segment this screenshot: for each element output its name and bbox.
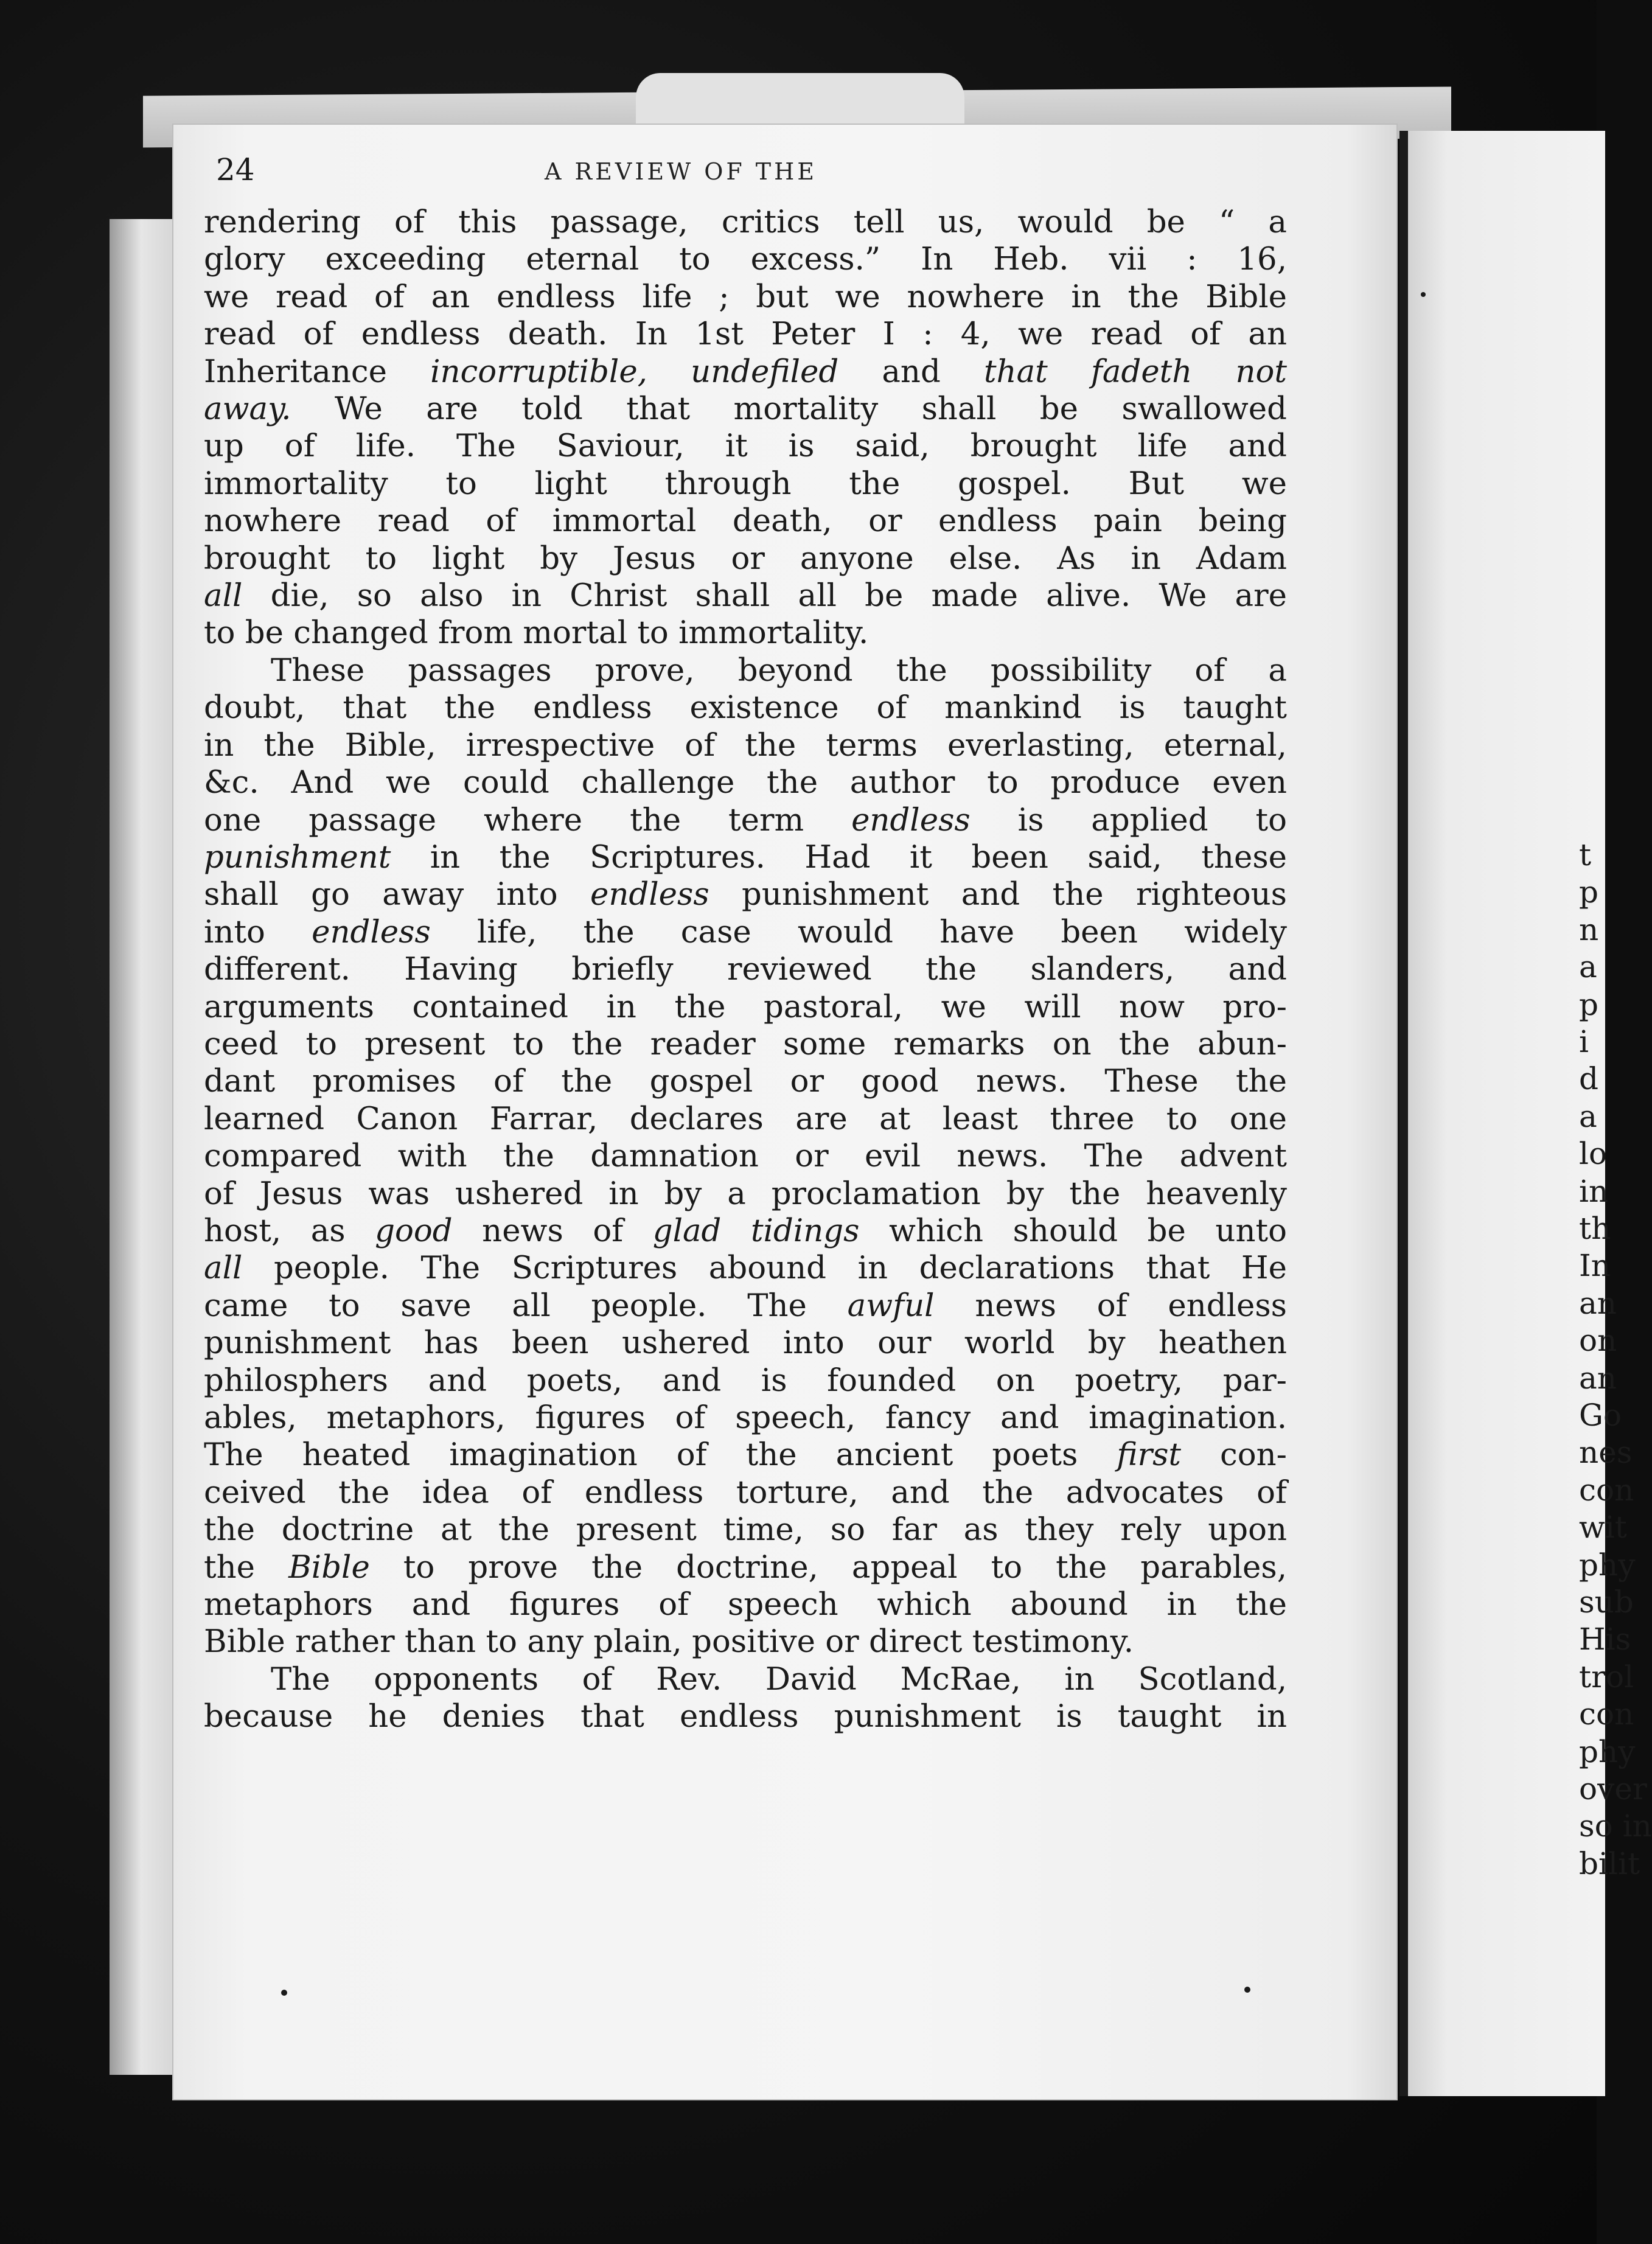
text-line <box>204 1474 1287 1511</box>
text-line <box>204 876 1287 913</box>
text-run: up of life. The Saviour, it is said, brought life and <box>204 428 1287 465</box>
text-line <box>204 465 1287 503</box>
facing-page-fragment: an <box>1579 1285 1617 1321</box>
text-run: people. The Scriptures abound in declarations that He <box>242 1250 1287 1287</box>
text-run: is applied to <box>970 801 1287 838</box>
text-run: philosphers and poets, and is founded on poetry, par- <box>204 1362 1287 1399</box>
italic-run: that fadeth not <box>983 353 1287 390</box>
text-run: to be changed from mortal to immortality. <box>204 615 869 652</box>
text-run: in the Scriptures. Had it been said, these <box>391 838 1287 876</box>
text-run: news of endless <box>934 1287 1287 1324</box>
text-run: we read of an endless life ; but we nowhere in the Bible <box>204 278 1287 315</box>
text-run: came to save all people. The <box>204 1287 848 1324</box>
text-line <box>204 1063 1287 1100</box>
facing-page-fragment: t <box>1579 837 1592 873</box>
text-line <box>204 839 1287 876</box>
page-header <box>216 152 1250 189</box>
text-line <box>204 503 1287 540</box>
italic-run: punishment <box>204 838 391 876</box>
italic-run: all <box>204 577 243 615</box>
facing-page-fragment: a <box>1579 949 1597 985</box>
text-run: The opponents of Rev. David McRae, in Scotland, <box>271 1660 1287 1698</box>
facing-page-fragment: trol <box>1579 1659 1634 1695</box>
text-line <box>204 1250 1287 1287</box>
text-run: of Jesus was ushered in by a proclamation by the heavenly <box>204 1175 1287 1212</box>
italic-run: all <box>204 1250 243 1287</box>
facing-page-fragment: con <box>1579 1472 1634 1508</box>
text-line <box>204 391 1287 428</box>
text-run: These passages prove, beyond the possibility of a <box>271 652 1287 689</box>
facing-page-fragment: phy <box>1579 1547 1636 1583</box>
text-line <box>204 802 1287 839</box>
facing-page-fragment: nes <box>1579 1435 1633 1471</box>
text-run: compared with the damnation or evil news. The advent <box>204 1138 1287 1175</box>
facing-page-fragment: Go <box>1579 1398 1622 1433</box>
text-line <box>204 1549 1287 1586</box>
text-line <box>204 951 1287 988</box>
text-line <box>204 914 1287 951</box>
text-run: dant promises of the gospel or good news. These the <box>204 1063 1287 1100</box>
text-run: news of <box>452 1212 653 1249</box>
page-number: 24 <box>216 152 255 187</box>
text-line <box>204 204 1287 241</box>
text-run: shall go away into <box>204 876 590 913</box>
facing-page-fragment: bilit <box>1579 1845 1640 1881</box>
text-run: in the Bible, irrespective of the terms everlasting, eternal, <box>204 727 1287 764</box>
text-line <box>204 1623 1287 1660</box>
text-run: different. Having briefly reviewed the slanders, and <box>204 951 1287 988</box>
facing-page-fragment: p <box>1579 874 1599 910</box>
text-run: the doctrine at the present time, so far as they rely upon <box>204 1511 1287 1549</box>
text-line <box>204 1213 1287 1250</box>
facing-page-fragment: p <box>1579 986 1599 1022</box>
facing-page-fragment: on <box>1579 1323 1617 1359</box>
italic-run: first <box>1117 1437 1182 1474</box>
text-run: read of endless death. In 1st Peter I : 4, we read of an <box>204 316 1287 353</box>
text-line <box>204 1362 1287 1399</box>
text-run: life, the case would have been widely <box>430 913 1287 950</box>
text-line <box>204 1138 1287 1175</box>
text-line <box>204 689 1287 727</box>
italic-run: endless <box>312 913 431 950</box>
facing-page-fragment: In <box>1579 1248 1611 1284</box>
text-line <box>204 727 1287 764</box>
text-run: nowhere read of immortal death, or endless pain being <box>204 503 1287 540</box>
italic-run: endless <box>851 801 971 838</box>
facing-page-fragment: phy <box>1579 1734 1636 1769</box>
text-line <box>204 1325 1287 1362</box>
text-run: con- <box>1181 1437 1287 1474</box>
text-line <box>204 540 1287 577</box>
facing-page-fragment: sub <box>1579 1584 1634 1620</box>
text-run: immortality to light through the gospel. But we <box>204 465 1287 502</box>
text-line <box>204 354 1287 391</box>
facing-page-fragment: in <box>1579 1173 1609 1209</box>
facing-page-fragment: i <box>1579 1024 1589 1059</box>
text-line <box>204 1698 1287 1735</box>
facing-page-fragment: His <box>1579 1622 1631 1657</box>
text-run: &c. And we could challenge the author to produce even <box>204 764 1287 801</box>
text-run: glory exceeding eternal to excess.” In Heb. vii : 16, <box>204 241 1287 278</box>
text-line <box>204 1288 1287 1325</box>
facing-page-fragment: an <box>1579 1360 1617 1396</box>
text-run: into <box>204 913 312 950</box>
text-line <box>204 615 1287 652</box>
dust-speck <box>281 1990 287 1996</box>
text-line <box>204 1661 1287 1698</box>
text-run: punishment and the righteous <box>709 876 1287 913</box>
text-line <box>204 1511 1287 1549</box>
running-head: A REVIEW OF THE <box>545 158 818 185</box>
text-run: ceed to present to the reader some remarks on the abun- <box>204 1025 1287 1062</box>
italic-run: glad tidings <box>652 1212 860 1249</box>
text-line <box>204 1026 1287 1063</box>
facing-page-fragment: lo <box>1579 1136 1608 1172</box>
text-run: We are told that mortality shall be swallowed <box>291 391 1287 428</box>
facing-page-fragment: con <box>1579 1696 1634 1732</box>
text-run: die, so also in Christ shall all be made alive. We are <box>242 577 1287 615</box>
italic-run: away. <box>204 391 291 428</box>
text-run: because he denies that endless punishment is taught in <box>204 1698 1287 1735</box>
facing-page-fragment: n <box>1579 911 1599 947</box>
text-line <box>204 1176 1287 1213</box>
text-run: ceived the idea of endless torture, and the advocates of <box>204 1474 1287 1511</box>
text-line <box>204 1399 1287 1437</box>
text-line <box>204 1101 1287 1138</box>
text-line <box>204 1437 1287 1474</box>
text-run: punishment has been ushered into our world by heathen <box>204 1325 1287 1362</box>
italic-run: awful <box>847 1287 935 1324</box>
text-line <box>204 1586 1287 1623</box>
text-run: which should be unto <box>859 1212 1287 1249</box>
italic-run: endless <box>590 876 709 913</box>
text-run: Inheritance <box>204 353 431 390</box>
facing-page-fragment: so in <box>1579 1808 1652 1844</box>
body-text <box>204 204 1287 1736</box>
facing-page-fragment: wit <box>1579 1510 1627 1545</box>
text-run: host, as <box>204 1212 375 1249</box>
text-line <box>204 428 1287 465</box>
text-line <box>204 316 1287 353</box>
text-run: doubt, that the endless existence of mankind is taught <box>204 689 1287 727</box>
text-run: one passage where the term <box>204 801 852 838</box>
text-run: The heated imagination of the ancient poets <box>204 1437 1117 1474</box>
facing-page-fragment: a <box>1579 1098 1597 1134</box>
text-line <box>204 652 1287 689</box>
text-line <box>204 241 1287 278</box>
facing-page-fragment: over <box>1579 1771 1647 1807</box>
text-line <box>204 989 1287 1026</box>
text-line <box>204 279 1287 316</box>
dust-speck <box>1244 1987 1250 1993</box>
text-run: the <box>204 1549 289 1586</box>
text-run: metaphors and figures of speech which abound in the <box>204 1586 1287 1623</box>
text-run: rendering of this passage, critics tell us, would be “ a <box>204 204 1287 240</box>
italic-run: good <box>375 1212 453 1249</box>
italic-run: Bible <box>288 1549 370 1586</box>
text-line <box>204 577 1287 615</box>
italic-run: incorruptible, undefiled <box>430 353 839 390</box>
text-run: to prove the doctrine, appeal to the parables, <box>369 1549 1287 1586</box>
facing-page-fragment: th <box>1579 1211 1611 1246</box>
text-run: Bible rather than to any plain, positive or direct testimony. <box>204 1623 1134 1660</box>
facing-page-fragment: d <box>1579 1061 1599 1097</box>
text-run: brought to light by Jesus or anyone else. As in Adam <box>204 540 1287 577</box>
text-line <box>204 764 1287 801</box>
text-run: ables, metaphors, figures of speech, fancy and imagination. <box>204 1399 1287 1436</box>
dust-speck <box>1421 292 1426 297</box>
text-run: learned Canon Farrar, declares are at least three to one <box>204 1100 1287 1137</box>
text-run: arguments contained in the pastoral, we will now pro- <box>204 988 1287 1025</box>
text-run: and <box>838 353 984 390</box>
